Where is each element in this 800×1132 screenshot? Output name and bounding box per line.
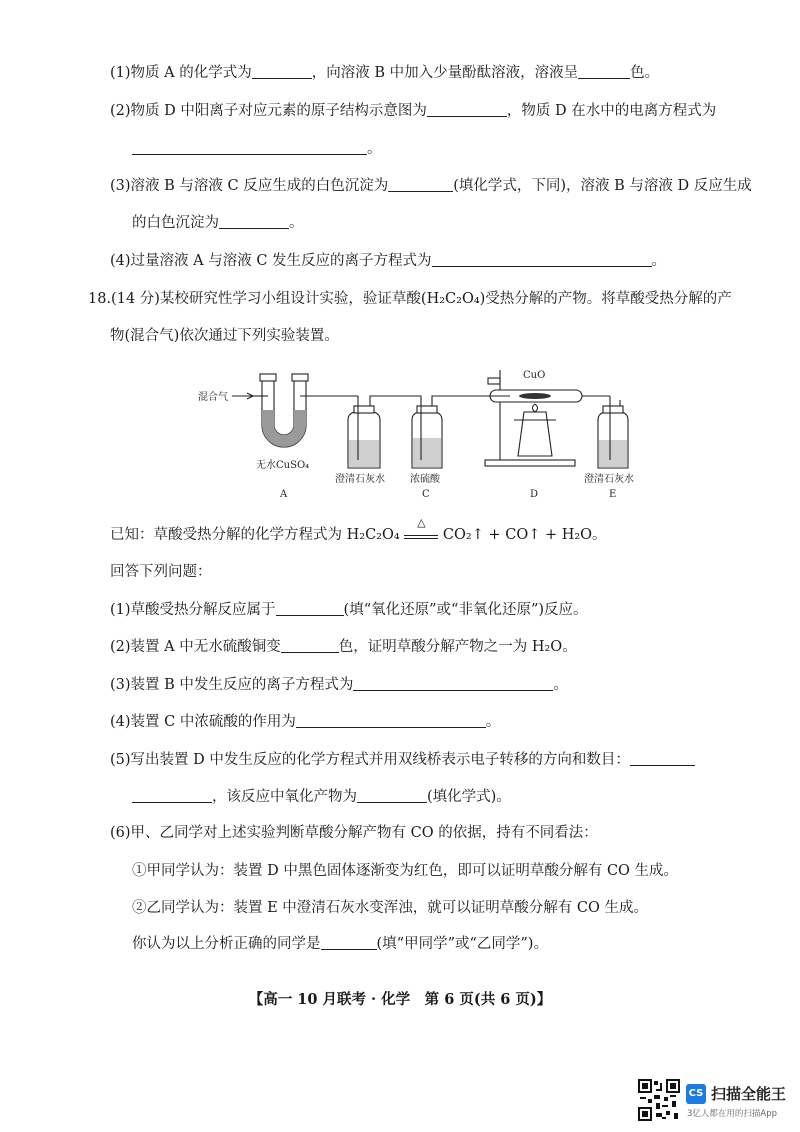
answer-blank [427, 101, 507, 117]
q18-sub2: (2)装置 A 中无水硫酸铜变 色，证明草酸分解产物之一为 H₂O。 [110, 639, 577, 655]
answer-prompt: 回答下列问题： [110, 564, 212, 580]
inlet-arrow [232, 393, 253, 399]
q18-sub6-question: 你认为以上分析正确的同学是 (填“甲同学”或“乙同学”)。 [132, 936, 548, 952]
q18-sub3: (3)装置 B 中发生反应的离子方程式为 。 [110, 677, 568, 693]
q17-part4: (4)过量溶液 A 与溶液 C 发生反应的离子方程式为 。 [110, 253, 667, 269]
letter-a: A [280, 489, 288, 500]
answer-blank [132, 139, 367, 155]
q17-part3-cont: 的白色沉淀为 。 [132, 215, 304, 231]
q17-part3: (3)溶液 B 与溶液 C 反应生成的白色沉淀为 (填化学式，下同)，溶液 B 与溶液 D 反应生成 [110, 178, 752, 194]
answer-blank [630, 750, 695, 766]
q18-intro-cont: 物(混合气)依次通过下列实验装置。 [110, 328, 339, 344]
answer-blank [276, 600, 344, 616]
heating-apparatus-d [485, 370, 610, 466]
q18-intro: 18.(14 分)某校研究性学习小组设计实验，验证草酸(H₂C₂O₄)受热分解的产物。将草酸受热分解的产 [88, 291, 732, 307]
answer-blank [132, 787, 212, 803]
q18-sub4: (4)装置 C 中浓硫酸的作用为 。 [110, 714, 501, 730]
u-tube-a [252, 374, 358, 447]
reaction-condition: △ [404, 526, 438, 539]
answer-blank [357, 787, 427, 803]
mixed-gas-label: 混合气 [198, 392, 228, 403]
letter-c: C [422, 489, 430, 500]
answer-blank [296, 712, 486, 728]
answer-blank [578, 63, 630, 79]
page-footer: 【高一 10 月联考 · 化学 第 6 页(共 6 页)】 [248, 991, 552, 1008]
known-equation: 已知：草酸受热分解的化学方程式为 H₂C₂O₄ △ CO₂↑ + CO↑ + H₂O。 [110, 516, 607, 543]
answer-blank [281, 637, 339, 653]
answer-blank [432, 251, 652, 267]
letter-e: E [609, 489, 617, 500]
scanner-logo-badge: CS [686, 1084, 706, 1104]
q18-sub5: (5)写出装置 D 中发生反应的化学方程式并用双线桥表示电子转移的方向和数目： [110, 750, 695, 770]
answer-blank [353, 675, 553, 691]
scanner-tagline: 3亿人都在用的扫描App [687, 1109, 778, 1119]
bottle-b [348, 396, 415, 468]
apparatus-diagram [180, 360, 640, 510]
answer-blank [388, 176, 453, 192]
bottle-e [598, 396, 628, 468]
bottle-c [412, 396, 510, 468]
q18-sub6-opinion-2: ②乙同学认为：装置 E 中澄清石灰水变浑浊，就可以证明草酸分解有 CO 生成。 [132, 900, 649, 916]
reagent-b: 澄清石灰水 [335, 474, 385, 485]
answer-blank [252, 63, 312, 79]
qr-code-icon [638, 1079, 680, 1121]
letter-d: D [530, 489, 539, 500]
scanner-app-name: 扫描全能王 [711, 1085, 787, 1103]
q18-sub5-cont: ，该反应中氧化产物为 (填化学式)。 [132, 787, 511, 807]
reagent-e: 澄清石灰水 [584, 474, 634, 485]
answer-blank [321, 934, 377, 950]
q17-part2: (2)物质 D 中阳离子对应元素的原子结构示意图为 ，物质 D 在水中的电离方程式为 [110, 103, 717, 119]
q17-part1: (1)物质 A 的化学式为 ，向溶液 B 中加入少量酚酞溶液，溶液呈 色。 [110, 65, 660, 81]
reagent-c: 浓硫酸 [410, 474, 440, 485]
reagent-a: 无水CuSO₄ [256, 460, 310, 471]
q18-sub1: (1)草酸受热分解反应属于 (填“氧化还原”或“非氧化还原”)反应。 [110, 602, 588, 618]
q18-sub6: (6)甲、乙同学对上述实验判断草酸分解产物有 CO 的依据，持有不同看法： [110, 825, 598, 841]
answer-blank [219, 213, 289, 229]
cuo-label: CuO [523, 370, 546, 381]
q17-part2-cont: 。 [132, 139, 382, 159]
q18-sub6-opinion-1: ①甲同学认为：装置 D 中黑色固体逐渐变为红色，即可以证明草酸分解有 CO 生成。 [132, 863, 679, 879]
